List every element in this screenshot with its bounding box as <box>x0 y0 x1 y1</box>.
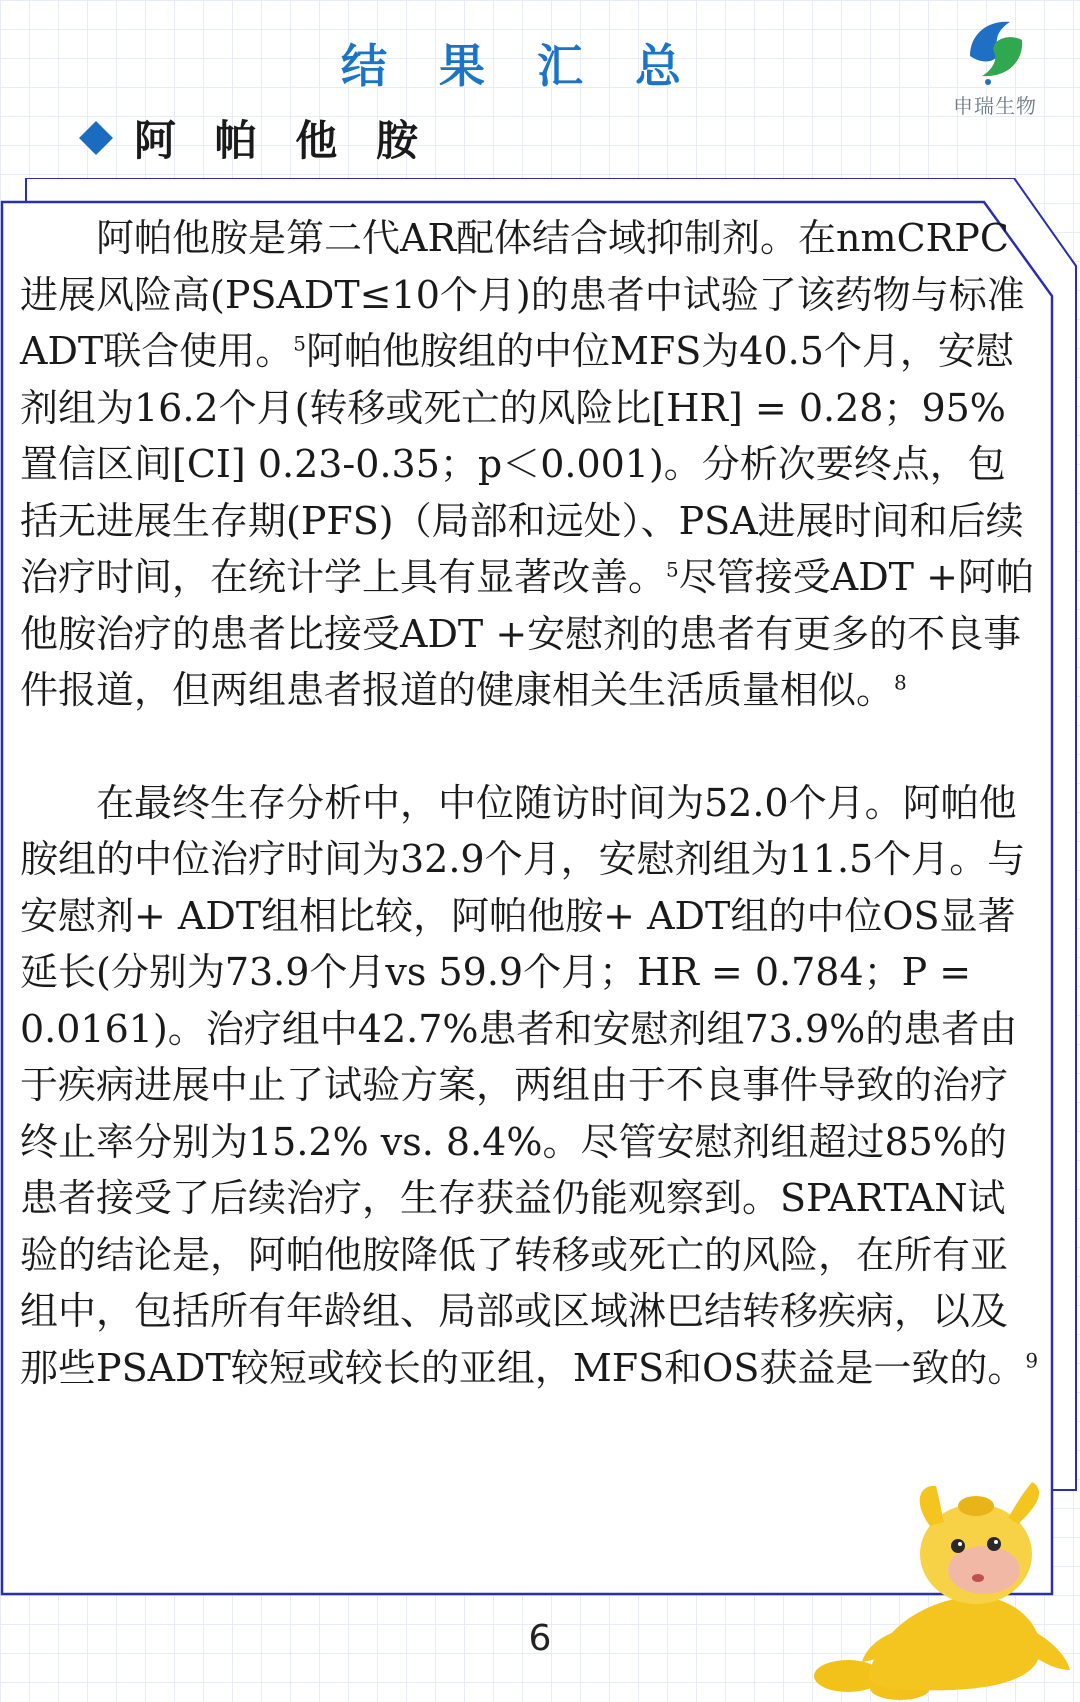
logo-text: 申瑞生物 <box>953 94 1037 118</box>
reference-marker: 5 <box>666 557 679 582</box>
logo-mark-icon <box>958 12 1034 88</box>
body-text <box>20 210 1040 1396</box>
company-logo <box>930 10 1060 120</box>
paragraph-1-part-c: 尽管接受ADT +阿帕他胺治疗的患者比接受ADT +安慰剂的患者有更多的不良事件报道，但两组患者报道的健康相关生活质量相似。 <box>20 555 1034 712</box>
reference-marker: 8 <box>894 670 907 695</box>
paragraph-2-text: 在最终生存分析中，中位随访时间为52.0个月。阿帕他胺组的中位治疗时间为32.9个月，安慰剂组为11.5个月。与安慰剂+ ADT组相比较，阿帕他胺+ ADT组的中位OS显著延长(分别为73.9个月vs 59.9个月；HR = 0.784；P = 0.0161)。治疗组中42.7%患者和安慰剂组73.9%的患者由于疾病进展中止了试验方案，两组由于不良事件导致的治疗终止率分别为15.2% vs. 8.4%。尽管安慰剂组超过85%的患者接受了后续治疗，生存获益仍能观察到。SPARTAN试验的结论是，阿帕他胺降低了转移或死亡的风险，在所有亚组中，包括所有年龄组、局部或区域淋巴结转移疾病，以及那些PSADT较短或较长的亚组，MFS和OS获益是一致的。 <box>20 780 1026 1390</box>
reference-marker: 9 <box>1025 1347 1039 1372</box>
reference-marker: 5 <box>293 331 306 356</box>
paragraph-1 <box>20 210 1040 719</box>
paragraph-1-part-a: 阿帕他胺是第二代AR配体结合域抑制剂。在nmCRPC进展风险高(PSADT≤10个月)的患者中试验了该药物与标准ADT联合使用。 <box>20 216 1025 373</box>
paragraph-gap <box>20 719 1040 775</box>
section-title: 阿 帕 他 胺 <box>134 116 430 165</box>
diamond-bullet-icon <box>79 121 113 155</box>
page-title: 结 果 汇 总 <box>340 39 700 93</box>
section-heading <box>84 108 430 168</box>
paragraph-1-part-b: 阿帕他胺组的中位MFS为40.5个月，安慰剂组为16.2个月(转移或死亡的风险比[HR] = 0.28；95%置信区间[CI] 0.23-0.35；p＜0.001)。分析次要终点，包括无进展生存期(PFS)（局部和远处）、PSA进展时间和后续治疗时间，在统计学上具有显著改善。 <box>20 329 1024 599</box>
paragraph-2 <box>20 775 1040 1397</box>
mascot-illustration-icon <box>808 1478 1080 1702</box>
page-number: 6 <box>528 1618 552 1659</box>
